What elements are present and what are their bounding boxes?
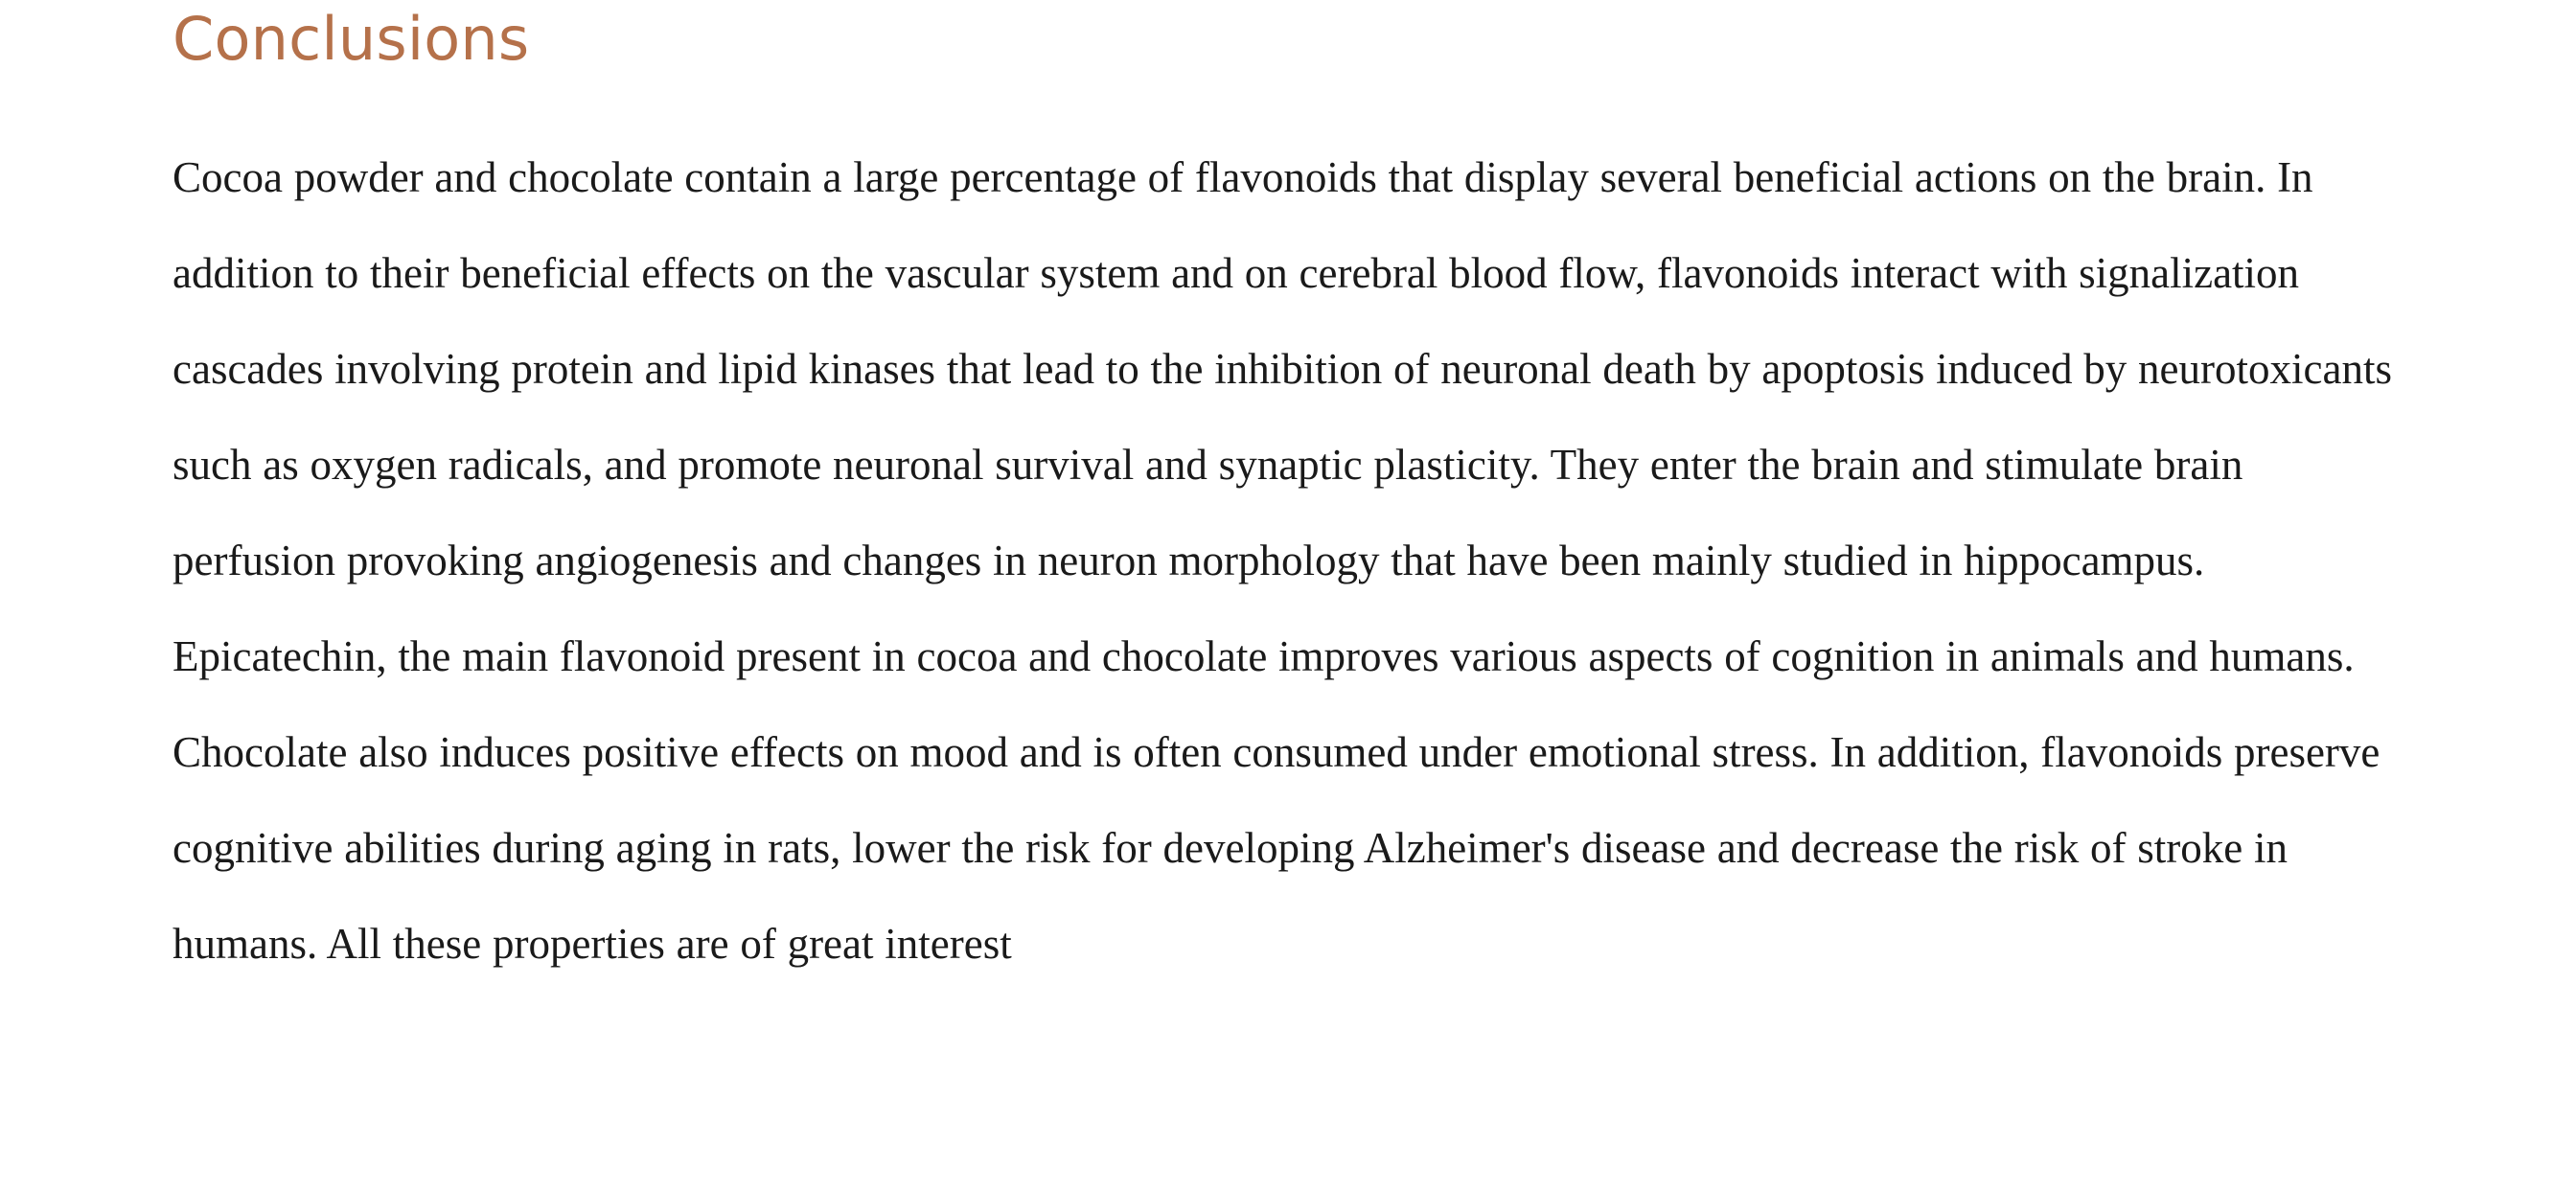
page-title: Conclusions <box>172 4 530 74</box>
conclusions-paragraph: Cocoa powder and chocolate contain a large percentage of flavonoids that display several beneficial actions on the brain. In addition to their beneficial effects on the vascular system and on cerebral blood flow, flavonoids interact with signalization cascades involving protein and lipid kinases that lead to the inhibition of neuronal death by apoptosis induced by neurotoxicants such as oxygen radicals, and promote neuronal survival and synaptic plasticity. They enter the brain and stimulate brain perfusion provoking angiogenesis and changes in neuron morphology that have been mainly studied in hippocampus. Epicatechin, the main flavonoid present in cocoa and chocolate improves various aspects of cognition in animals and humans. Chocolate also induces positive effects on mood and is often consumed under emotional stress. In addition, flavonoids preserve cognitive abilities during aging in rats, lower the risk for developing Alzheimer's disease and decrease the risk of stroke in humans. All these properties are of great interest <box>172 153 2392 969</box>
